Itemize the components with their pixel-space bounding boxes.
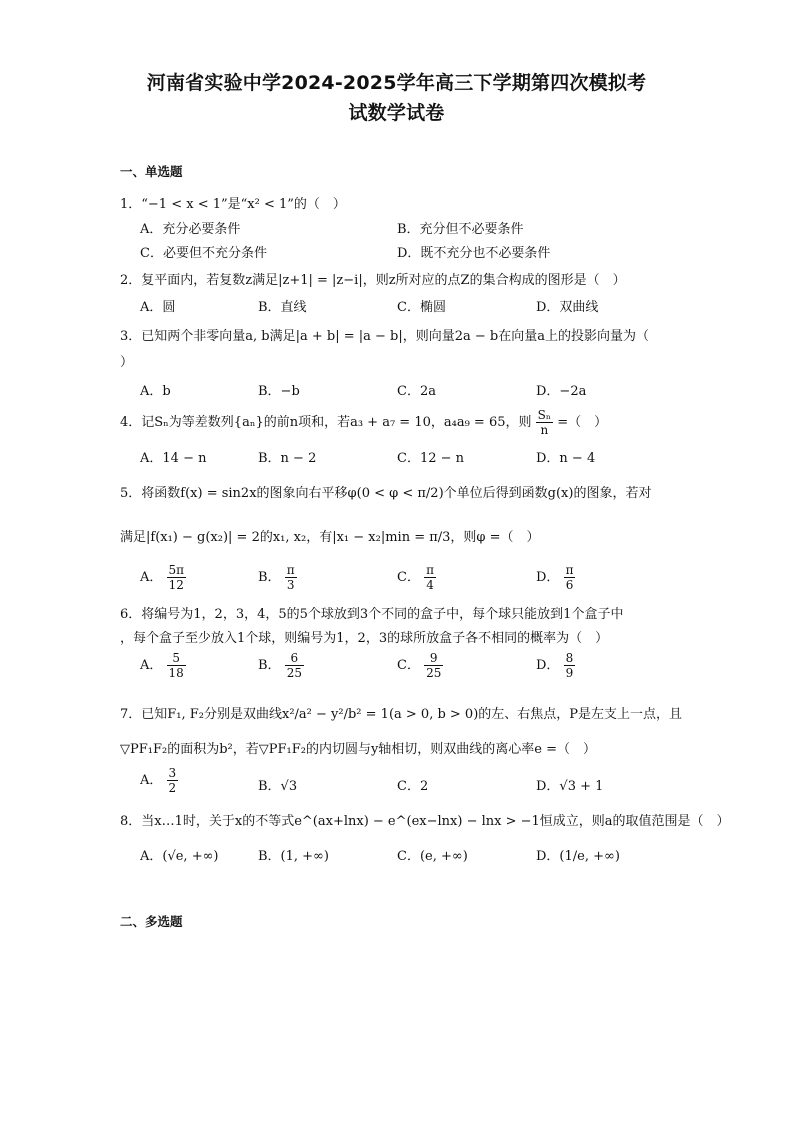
question-6-stem: 6．将编号为1，2，3，4，5的5个球放到3个不同的盒子中，每个球只能放到1个盒子中 [120,607,624,622]
question-4-fraction-numerator: Sₙ [537,408,552,422]
question-6-option-a-fraction [167,651,186,680]
question-8-option-a[interactable]: A．(√e, +∞) [140,849,219,864]
question-3-stem: 3．已知两个非零向量a, b满足|a + b| = |a − b|，则向量2a − b在向量a上的投影向量为（ [120,329,649,344]
question-6-option-c-numerator: 9 [424,651,443,666]
question-2-option-a[interactable]: A．圆 [140,300,176,315]
question-5-option-c-numerator: π [426,563,434,577]
question-7-option-a-fraction [167,766,179,795]
question-6-option-b-fraction [285,651,304,680]
section-multiple-choice: 二、多选题 [120,914,183,929]
question-6-option-c-fraction [424,651,443,680]
question-1-option-a[interactable]: A．充分必要条件 [140,222,241,237]
question-5-option-a[interactable] [140,563,186,592]
question-6-option-a-denominator: 18 [168,666,184,680]
question-6-option-d-numerator: 8 [565,651,574,665]
question-4-fraction [536,408,553,437]
question-7-option-b[interactable]: B．√3 [258,779,298,794]
question-3-option-b[interactable]: B．−b [258,384,300,399]
question-4-option-a[interactable]: A．14 − n [140,451,207,466]
section-single-choice: 一、单选题 [120,164,183,179]
question-5-option-a-label: A． [140,570,163,585]
question-4-option-c[interactable]: C．12 − n [397,451,465,466]
question-7-stem: 7．已知F₁, F₂分别是双曲线x²/a² − y²/b² = 1(a > 0, b > 0)的左、右焦点，P是左支上一点，且 [120,707,683,722]
question-5-option-c-label: C． [397,570,420,585]
question-6-option-b[interactable] [258,651,304,680]
question-6-option-c-label: C． [397,658,420,673]
question-5-option-c-denominator: 4 [426,578,434,592]
question-7-option-a-numerator: 3 [168,766,177,780]
question-6-option-b-numerator: 6 [285,651,304,666]
question-7-option-a-label: A． [140,773,163,788]
question-7-option-d[interactable]: D．√3 + 1 [536,779,604,794]
question-3-option-a[interactable]: A．b [140,384,171,399]
question-1-stem: 1．“−1 < x < 1”是“x² < 1”的（ ） [120,197,346,212]
question-6-option-a-label: A． [140,658,163,673]
question-8-stem: 8．当x…1时，关于x的不等式e^(ax+lnx) − e^(ex−lnx) − lnx > −1恒成立，则a的取值范围是（ ） [120,814,730,829]
question-6-stem-continued: ，每个盒子至少放入1个球，则编号为1，2，3的球所放盒子各不相同的概率为（ ） [120,631,609,646]
question-4-option-d[interactable]: D．n − 4 [536,451,596,466]
question-2-stem: 2．复平面内，若复数z满足|z+1| = |z−i|，则z所对应的点Z的集合构成的图形是（ ） [120,273,626,288]
question-5-option-d-numerator: π [565,563,574,577]
question-6-option-d-label: D． [536,658,560,673]
question-6-option-d-denominator: 9 [565,666,574,680]
question-8-option-d[interactable]: D．(1/e, +∞) [536,849,620,864]
question-5-option-b-numerator: π [286,563,295,577]
question-5-option-b-label: B． [258,570,281,585]
question-5-option-b-fraction [285,563,297,592]
question-4-stem-text: 4．记Sₙ为等差数列{aₙ}的前n项和，若a₃ + a₇ = 10，a₄a₉ = 65，则 [120,415,532,430]
question-3-option-c[interactable]: C．2a [397,384,436,399]
question-5-option-c[interactable] [397,563,436,592]
exam-title-line1: 河南省实验中学2024-2025学年高三下学期第四次模拟考 [146,72,647,94]
question-2-option-d[interactable]: D．双曲线 [536,300,599,315]
question-5-option-d-fraction [564,563,576,592]
question-7-option-a[interactable] [140,766,178,795]
question-1-option-b[interactable]: B．充分但不必要条件 [397,222,524,237]
question-5-option-a-fraction [167,563,187,592]
question-7-option-a-denominator: 2 [168,781,177,795]
question-3-option-d[interactable]: D．−2a [536,384,587,399]
question-3-stem-continued: ） [120,355,134,370]
question-5-option-b[interactable] [258,563,297,592]
question-7-option-c[interactable]: C．2 [397,779,429,794]
question-6-option-a[interactable] [140,651,186,680]
question-6-option-c-denominator: 25 [426,666,442,680]
question-2-option-c[interactable]: C．椭圆 [397,300,446,315]
question-5-option-c-fraction [424,563,436,592]
question-7-stem-continued: ▽PF₁F₂的面积为b²，若▽PF₁F₂的内切圆与y轴相切，则双曲线的离心率e =（ ） [120,742,597,757]
question-6-option-d[interactable] [536,651,575,680]
question-5-option-b-denominator: 3 [286,578,295,592]
question-6-option-b-label: B． [258,658,281,673]
question-4-option-b[interactable]: B．n − 2 [258,451,317,466]
question-5-option-d-label: D． [536,570,560,585]
question-6-option-d-fraction [564,651,576,680]
question-6-option-b-denominator: 25 [286,666,302,680]
question-1-option-d[interactable]: D．既不充分也不必要条件 [397,246,551,261]
question-4-stem-tail: =（ ） [557,415,608,430]
question-4-stem [120,408,680,437]
question-1-option-c[interactable]: C．必要但不充分条件 [140,246,267,261]
question-5-option-a-numerator: 5π [168,563,185,577]
question-6-option-a-numerator: 5 [167,651,186,666]
question-5-option-d[interactable] [536,563,575,592]
question-5-option-a-denominator: 12 [168,578,184,592]
question-5-stem: 5．将函数f(x) = sin2x的图象向右平移φ(0 < φ < π/2)个单位后得到函数g(x)的图象，若对 [120,486,652,501]
question-6-option-c[interactable] [397,651,443,680]
exam-title-line2: 试数学试卷 [348,102,445,124]
question-5-stem-continued: 满足|f(x₁) − g(x₂)| = 2的x₁, x₂，有|x₁ − x₂|min = π/3，则φ =（ ） [120,530,540,545]
question-8-option-b[interactable]: B．(1, +∞) [258,849,329,864]
question-2-option-b[interactable]: B．直线 [258,300,307,315]
question-4-fraction-denominator: n [540,423,549,437]
question-8-option-c[interactable]: C．(e, +∞) [397,849,468,864]
question-5-option-d-denominator: 6 [565,578,574,592]
